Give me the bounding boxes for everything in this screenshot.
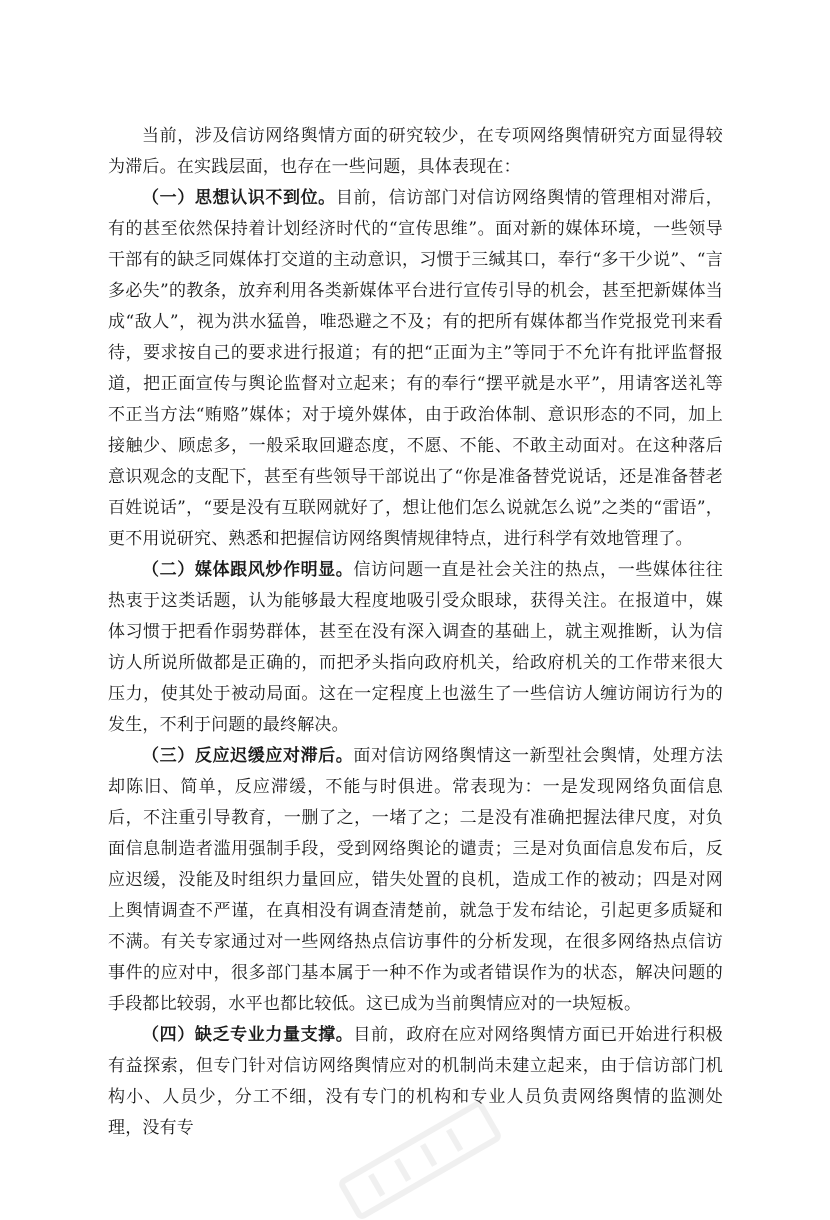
paragraph-intro <box>108 121 723 183</box>
paragraph-heading: （二）媒体跟风炒作明显。 <box>142 560 354 580</box>
paragraph-heading: （一）思想认识不到位。 <box>142 188 336 208</box>
paragraph-text: 当前，涉及信访网络舆情方面的研究较少，在专项网络舆情研究方面显得较为滞后。在实践层面，也存在一些问题，具体表现在： <box>108 126 723 177</box>
document-body <box>108 121 723 1144</box>
paragraph-text: 目前，信访部门对信访网络舆情的管理相对滞后，有的甚至依然保持着计划经济时代的“宣传思维”。面对新的媒体环境，一些领导干部有的缺乏同媒体打交道的主动意识，习惯于三缄其口，奉行“多干少说”、“言多必失”的教条，放弃利用各类新媒体平台进行宣传引导的机会，甚至把新媒体当成“敌人”，视为洪水猛兽，唯恐避之不及；有的把所有媒体都当作党报党刊来看待，要求按自己的要求进行报道；有的把“正面为主”等同于不允许有批评监督报道，把正面宣传与舆论监督对立起来；有的奉行“摆平就是水平”，用请客送礼等不正当方法“贿赂”媒体；对于境外媒体，由于政治体制、意识形态的不同，加上接触少、顾虑多，一般采取回避态度，不愿、不能、不敢主动面对。在这种落后意识观念的支配下，甚至有些领导干部说出了“你是准备替党说话，还是准备替老百姓说话”，“要是没有互联网就好了，想让他们怎么说就怎么说”之类的“雷语”，更不用说研究、熟悉和把握信访网络舆情规律特点，进行科学有效地管理了。 <box>108 188 723 549</box>
paragraph-text: 信访问题一直是社会关注的热点，一些媒体往往热衷于这类话题，认为能够最大程度地吸引受众眼球，获得关注。在报道中，媒体习惯于把看作弱势群体，甚至在没有深入调查的基础上，就主观推断，认为信访人所说所做都是正确的，而把矛头指向政府机关，给政府机关的工作带来很大压力，使其处于被动局面。这在一定程度上也滋生了一些信访人缠访闹访行为的发生，不利于问题的最终解决。 <box>108 560 723 735</box>
paragraph-heading: （四）缺乏专业力量支撑。 <box>142 1025 354 1045</box>
paragraph-section-3 <box>108 741 723 1020</box>
paragraph-section-2 <box>108 555 723 741</box>
paragraph-text: 面对信访网络舆情这一新型社会舆情，处理方法却陈旧、简单，反应滞缓，不能与时俱进。常表现为：一是发现网络负面信息后，不注重引导教育，一删了之，一堵了之；二是没有准确把握法律尺度，对负面信息制造者滥用强制手段，受到网络舆论的谴责；三是对负面信息发布后，反应迟缓，没能及时组织力量回应，错失处置的良机，造成工作的被动；四是对网上舆情调查不严谨，在真相没有调查清楚前，就急于发布结论，引起更多质疑和不满。有关专家通过对一些网络热点信访事件的分析发现，在很多网络热点信访事件的应对中，很多部门基本属于一种不作为或者错误作为的状态，解决问题的手段都比较弱，水平也都比较低。这已成为当前舆情应对的一块短板。 <box>108 746 723 1014</box>
watermark-graphic <box>300 1100 540 1220</box>
paragraph-heading: （三）反应迟缓应对滞后。 <box>142 746 354 766</box>
paragraph-text: 目前，政府在应对网络舆情方面已开始进行积极有益探索，但专门针对信访网络舆情应对的机制尚未建立起来，由于信访部门机构小、人员少，分工不细，没有专门的机构和专业人员负责网络舆情的监测处理，没有专 <box>108 1025 723 1138</box>
paragraph-section-1 <box>108 183 723 555</box>
